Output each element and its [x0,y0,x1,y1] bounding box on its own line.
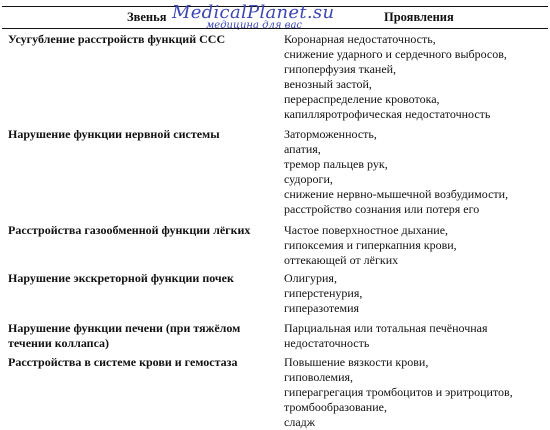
manifestation-item: Заторможенность, [284,127,377,141]
row-manifestations [284,32,548,122]
manifestation-item: Частое поверхностное дыхание, [284,223,449,237]
row-link: Расстройства газообменной функции лёгких [8,223,251,237]
row-manifestations [284,355,548,430]
manifestation-item: тремор пальцев рук, [284,157,388,171]
row-manifestations [284,223,548,268]
manifestation-item: апатия, [284,142,321,156]
manifestation-item: гипоперфузия тканей, [284,62,397,76]
manifestation-item: венозный застой, [284,77,372,91]
manifestation-item: Коронарная недостаточность, [284,32,436,46]
manifestation-item: расстройство сознания или потеря его [284,202,480,216]
row-manifestations [284,321,548,351]
row-manifestations [284,271,548,316]
manifestation-item: гиперазотемия [284,301,360,315]
manifestation-item: Парциальная или тотальная печёночная [284,321,488,335]
row-link: Нарушение функции печени (при тяжёлом течении коллапса) [8,321,241,350]
row-link: Усугубление расстройств функций ССС [8,32,226,46]
watermark-sub: медицина для вас [206,20,303,31]
header-bottom-rule [2,28,548,29]
manifestation-item: оттекающей от лёгких [284,253,399,267]
manifestation-item: сладж [284,415,316,429]
manifestation-item: тромбообразование, [284,400,387,414]
manifestation-item: гипоксемия и гиперкапния крови, [284,238,457,252]
watermark-main: MedicalPlanet.su [172,2,335,23]
manifestation-item: Повышение вязкости крови, [284,355,429,369]
manifestation-item: снижение нервно-мышечной возбудимости, [284,187,509,201]
watermark-logo [172,2,335,31]
manifestation-item: гиперстенурия, [284,286,363,300]
manifestation-item: недостаточность [284,336,370,350]
manifestation-item: судороги, [284,172,333,186]
row-manifestations [284,127,548,217]
manifestation-item: Олигурия, [284,271,337,285]
manifestation-item: гиповолемия, [284,370,354,384]
manifestation-item: перераспределение кровотока, [284,92,440,106]
header-manifestations: Проявления [384,10,454,24]
manifestation-item: снижение ударного и сердечного выбросов, [284,47,507,61]
header-links: Звенья [127,10,167,24]
row-link: Нарушение функции нервной системы [8,127,220,141]
row-link: Нарушение экскреторной функции почек [8,271,234,285]
row-link: Расстройства в системе крови и гемостаза [8,355,238,369]
manifestation-item: гиперагрегация тромбоцитов и эритроцитов, [284,385,513,399]
manifestation-item: капилляротрофическая недостаточность [284,107,491,121]
